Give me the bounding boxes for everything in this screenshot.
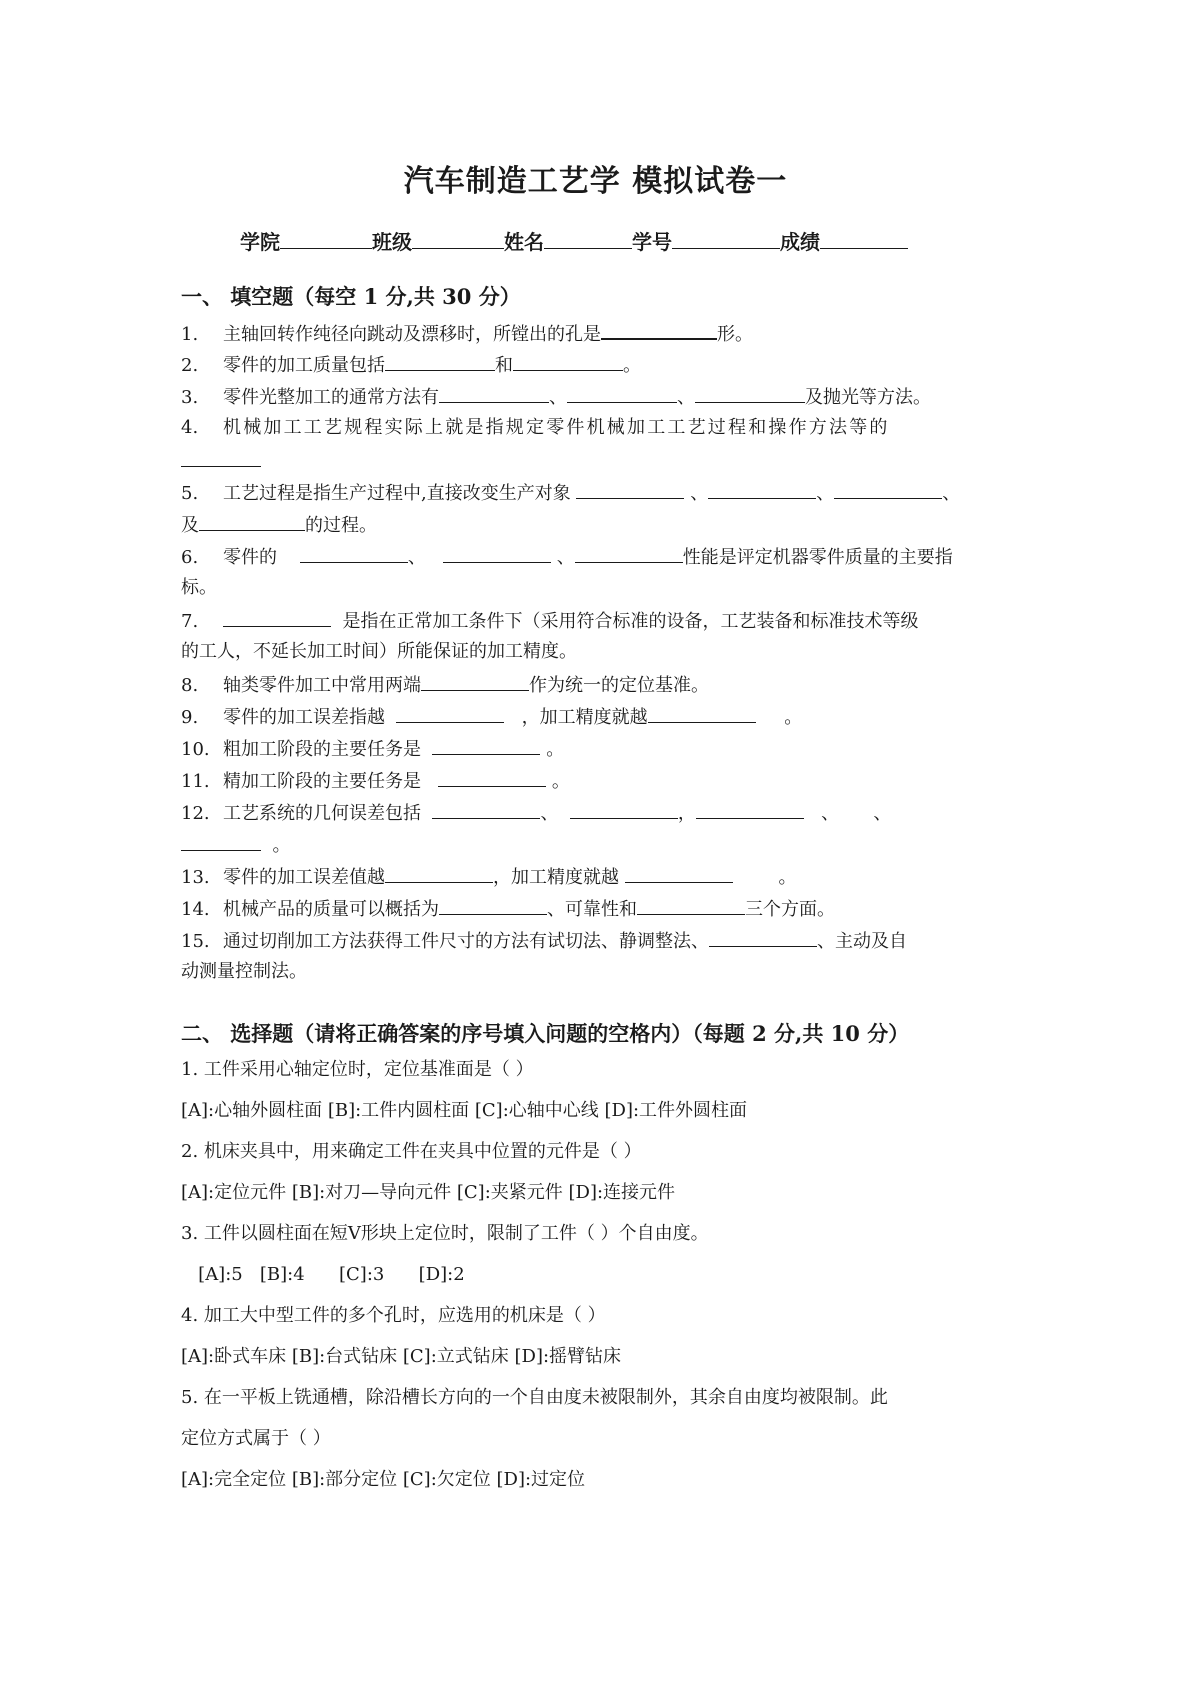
- choice-question-cont: 定位方式属于（ ）: [181, 1428, 331, 1449]
- choice-question: 3. 工件以圆柱面在短V形块上定位时，限制了工件（ ）个自由度。: [181, 1223, 709, 1244]
- info-label-class: 班级: [372, 230, 412, 254]
- fill-line: 10. 粗加工阶段的主要任务是 。: [181, 736, 564, 762]
- fill-line: 4. 机械加工工艺规程实际上就是指规定零件机械加工工艺过程和操作方法等的: [181, 417, 890, 438]
- fill-line: 的工人，不延长加工时间）所能保证的加工精度。: [181, 641, 577, 662]
- fill-line: 13. 零件的加工误差值越 ，加工精度就越 。: [181, 864, 797, 890]
- info-label-id: 学号: [632, 230, 672, 254]
- fill-line: 6. 零件的 、 、 性能是评定机器零件质量的主要指: [181, 544, 953, 570]
- info-blank-college: [280, 228, 372, 249]
- info-label-name: 姓名: [504, 230, 544, 254]
- fill-line: 8. 轴类零件加工中常用两端 作为统一的定位基准。: [181, 672, 709, 698]
- choice-options: [A]:定位元件 [B]:对刀—导向元件 [C]:夹紧元件 [D]:连接元件: [181, 1182, 676, 1203]
- fill-line: 3. 零件光整加工的通常方法有 、 、 及抛光等方法。: [181, 384, 931, 410]
- info-blank-class: [412, 228, 504, 249]
- choice-question: 1. 工件采用心轴定位时，定位基准面是（ ）: [181, 1059, 534, 1080]
- choice-question: 4. 加工大中型工件的多个孔时，应选用的机床是（ ）: [181, 1305, 606, 1326]
- choice-options: [A]:卧式车床 [B]:台式钻床 [C]:立式钻床 [D]:摇臂钻床: [181, 1346, 622, 1367]
- info-blank-id: [672, 228, 780, 249]
- fill-line: 5. 工艺过程是指生产过程中,直接改变生产对象 、 、 、: [181, 480, 960, 506]
- fill-line: 及 的过程。: [181, 512, 377, 538]
- fill-line: 标。: [181, 577, 217, 598]
- choice-options: [A]:心轴外圆柱面 [B]:工件内圆柱面 [C]:心轴中心线 [D]:工件外圆柱面: [181, 1100, 748, 1121]
- fill-line: 。: [181, 832, 290, 858]
- fill-line: [181, 448, 261, 474]
- choice-options: [A]:完全定位 [B]:部分定位 [C]:欠定位 [D]:过定位: [181, 1469, 586, 1490]
- section2-heading: 二、 选择题（请将正确答案的序号填入问题的空格内）（每题 2 分,共 10 分）: [181, 1021, 910, 1046]
- info-label-college: 学院: [240, 230, 280, 254]
- fill-line: 9. 零件的加工误差指越 ，加工精度就越 。: [181, 704, 802, 730]
- choice-options: [A]:5 [B]:4 [C]:3 [D]:2: [181, 1264, 465, 1285]
- info-label-score: 成绩: [780, 230, 820, 254]
- student-info-row: [240, 226, 908, 255]
- fill-line: 2. 零件的加工质量包括 和 。: [181, 352, 641, 378]
- choice-question: 5. 在一平板上铣通槽，除沿槽长方向的一个自由度未被限制外，其余自由度均被限制。此: [181, 1387, 888, 1408]
- fill-line: 11. 精加工阶段的主要任务是 。: [181, 768, 570, 794]
- fill-line: 12. 工艺系统的几何误差包括 、 ， 、 、: [181, 800, 891, 826]
- fill-line: 14. 机械产品的质量可以概括为 、可靠性和 三个方面。: [181, 896, 835, 922]
- section1-heading: 一、 填空题（每空 1 分,共 30 分）: [181, 284, 521, 309]
- fill-line: 7. 是指在正常加工条件下（采用符合标准的设备，工艺装备和标准技术等级: [181, 608, 918, 634]
- info-blank-name: [544, 228, 632, 249]
- info-blank-score: [820, 228, 908, 249]
- fill-line: 1. 主轴回转作纯径向跳动及漂移时，所镗出的孔是 形。: [181, 320, 753, 347]
- page-title: 汽车制造工艺学 模拟试卷一: [403, 164, 788, 199]
- choice-question: 2. 机床夹具中，用来确定工件在夹具中位置的元件是（ ）: [181, 1141, 642, 1162]
- fill-line: 动测量控制法。: [181, 961, 307, 982]
- fill-line: 15. 通过切削加工方法获得工件尺寸的方法有试切法、静调整法、 、主动及自: [181, 928, 907, 954]
